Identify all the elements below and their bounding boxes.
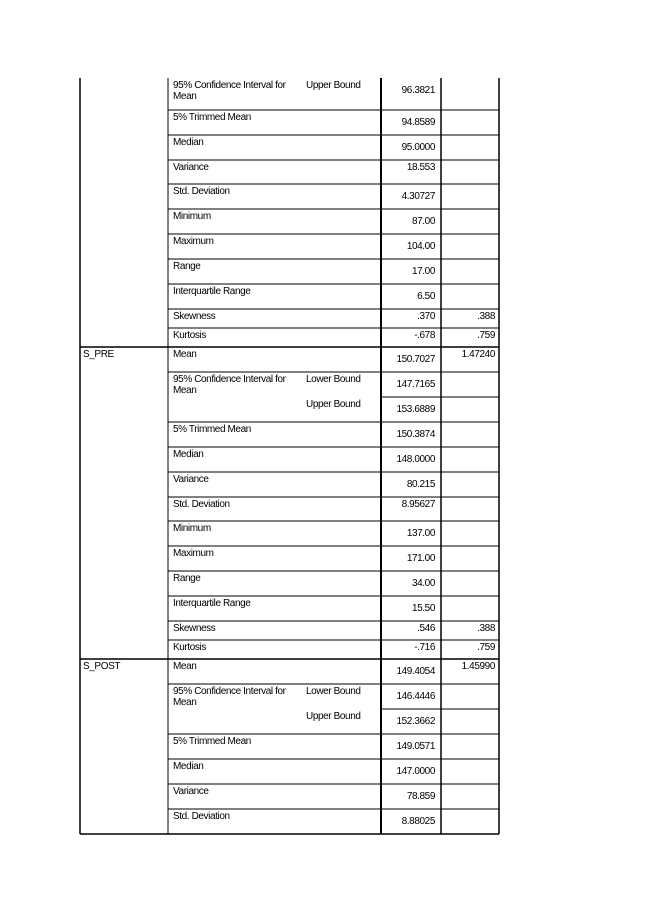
statistic-value: 150.3874	[396, 429, 435, 440]
statistic-name: Kurtosis	[173, 642, 206, 653]
bound-label: Upper Bound	[306, 399, 361, 410]
statistic-name: 5% Trimmed Mean	[173, 736, 251, 747]
statistic-name: Range	[173, 261, 201, 272]
statistic-value: 150.7027	[396, 354, 435, 365]
statistic-name: Range	[173, 573, 201, 584]
std-error-value: .759	[477, 330, 495, 341]
table-cells	[83, 80, 496, 827]
statistic-name: 95% Confidence Interval for Mean	[173, 374, 286, 396]
bound-label: Upper Bound	[306, 80, 361, 91]
statistic-value: 149.4054	[396, 666, 435, 677]
statistic-name: Median	[173, 449, 204, 460]
statistic-value: .370	[417, 311, 435, 322]
statistic-name: Mean	[173, 661, 197, 672]
statistic-name: Std. Deviation	[173, 499, 230, 510]
statistic-value: 137.00	[406, 528, 435, 539]
statistic-value: 8.88025	[401, 816, 435, 827]
statistic-value: 95.0000	[401, 142, 435, 153]
statistic-value: 146.4446	[396, 691, 435, 702]
statistic-value: 34.00	[411, 578, 435, 589]
statistic-name: Interquartile Range	[173, 286, 251, 297]
statistic-name: Median	[173, 761, 204, 772]
statistic-value: 147.0000	[396, 766, 435, 777]
statistic-name: Minimum	[173, 211, 211, 222]
std-error-value: 1.47240	[461, 349, 495, 360]
statistic-name: 5% Trimmed Mean	[173, 424, 251, 435]
statistic-value: 149.0571	[396, 741, 435, 752]
statistic-name: Kurtosis	[173, 330, 206, 341]
std-error-value: .759	[477, 642, 495, 653]
statistic-name: 5% Trimmed Mean	[173, 112, 251, 123]
statistic-name: Variance	[173, 162, 209, 173]
std-error-value: .388	[477, 311, 495, 322]
statistic-value: 104.00	[406, 241, 435, 252]
statistic-name: Skewness	[173, 311, 216, 322]
statistic-value: .546	[417, 623, 435, 634]
bound-label: Lower Bound	[306, 686, 361, 697]
statistic-name: Median	[173, 137, 204, 148]
statistic-value: 80.215	[406, 479, 435, 490]
statistic-value: 96.3821	[401, 85, 435, 96]
statistic-value: 152.3662	[396, 716, 435, 727]
statistic-value: 94.8589	[401, 117, 435, 128]
statistic-name: Mean	[173, 349, 197, 360]
statistic-value: -.716	[414, 642, 435, 653]
statistic-name: Skewness	[173, 623, 216, 634]
statistic-value: 78.859	[406, 791, 435, 802]
bound-label: Upper Bound	[306, 711, 361, 722]
statistic-value: -.678	[414, 330, 435, 341]
statistic-name: Interquartile Range	[173, 598, 251, 609]
group-label: S_POST	[83, 661, 121, 672]
statistic-value: 6.50	[417, 291, 435, 302]
statistic-value: 18.553	[406, 162, 435, 173]
statistic-name: 95% Confidence Interval for Mean	[173, 686, 286, 708]
statistic-name: Minimum	[173, 523, 211, 534]
statistic-value: 8.95627	[401, 499, 435, 510]
statistic-name: 95% Confidence Interval for Mean	[173, 80, 286, 102]
statistic-name: Variance	[173, 474, 209, 485]
bound-label: Lower Bound	[306, 374, 361, 385]
statistic-value: 87.00	[411, 216, 435, 227]
statistic-value: 171.00	[406, 553, 435, 564]
statistic-name: Maximum	[173, 236, 214, 247]
group-label: S_PRE	[83, 349, 114, 360]
statistic-value: 153.6889	[396, 404, 435, 415]
std-error-value: .388	[477, 623, 495, 634]
statistic-value: 148.0000	[396, 454, 435, 465]
statistic-name: Maximum	[173, 548, 214, 559]
statistic-value: 147.7165	[396, 379, 435, 390]
statistic-name: Std. Deviation	[173, 811, 230, 822]
std-error-value: 1.45990	[461, 661, 495, 672]
table-grid-lines	[80, 78, 499, 834]
statistic-value: 15.50	[411, 603, 435, 614]
statistic-name: Variance	[173, 786, 209, 797]
statistic-value: 17.00	[411, 266, 435, 277]
statistic-name: Std. Deviation	[173, 186, 230, 197]
statistic-value: 4.30727	[401, 191, 435, 202]
